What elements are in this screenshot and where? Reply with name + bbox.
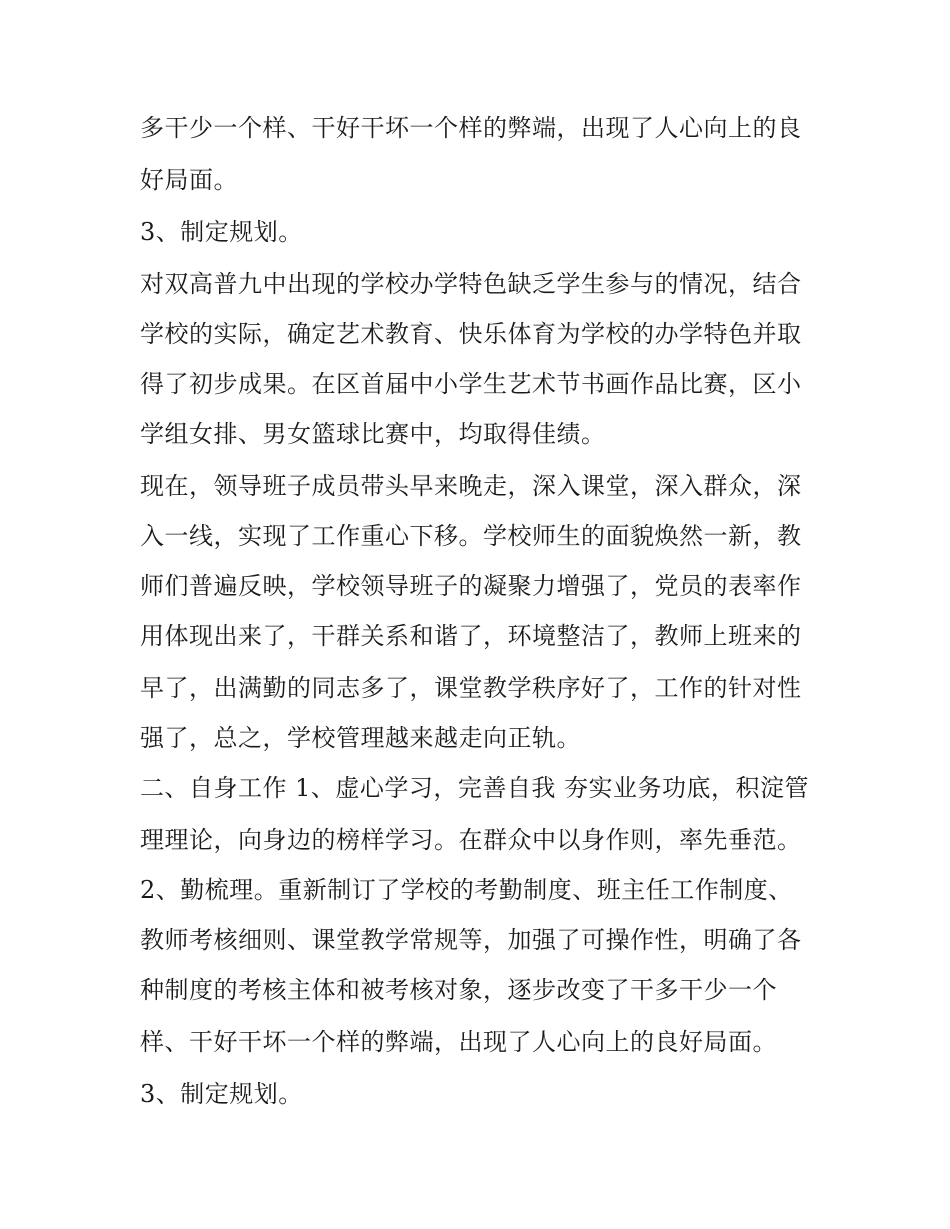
text-line: 对双高普九中出现的学校办学特色缺乏学生参与的情况，结合 (140, 270, 802, 298)
text-line: 师们普遍反映，学校领导班子的凝聚力增强了，党员的表率作 (140, 572, 802, 600)
text-line: 用体现出来了，干群关系和谐了，环境整洁了，教师上班来的 (140, 622, 802, 650)
text-line: 教师考核细则、课堂教学常规等，加强了可操作性，明确了各 (140, 926, 802, 954)
text-line: 种制度的考核主体和被考核对象，逐步改变了干多干少一个 (140, 976, 777, 1004)
text-line: 3、制定规划。 (140, 1080, 303, 1108)
text-line: 理理论，向身边的榜样学习。在群众中以身作则，率先垂范。 (140, 826, 802, 854)
text-line: 现在，领导班子成员带头早来晚走，深入课堂，深入群众，深 (140, 472, 802, 500)
text-line: 样、干好干坏一个样的弊端，出现了人心向上的良好局面。 (140, 1028, 777, 1056)
text-line: 入一线，实现了工作重心下移。学校师生的面貌焕然一新，教 (140, 522, 802, 550)
text-line: 3、制定规划。 (140, 218, 303, 246)
text-line: 2、勤梳理。重新制订了学校的考勤制度、班主任工作制度、 (140, 876, 793, 904)
text-line: 得了初步成果。在区首届中小学生艺术节书画作品比赛，区小 (140, 370, 802, 398)
text-line: 二、自身工作 1、虚心学习，完善自我 夯实业务功底，积淀管 (140, 774, 810, 802)
text-line: 学校的实际，确定艺术教育、快乐体育为学校的办学特色并取 (140, 320, 802, 348)
text-line: 好局面。 (140, 166, 238, 194)
text-line: 强了，总之，学校管理越来越走向正轨。 (140, 724, 581, 752)
text-line: 早了，出满勤的同志多了，课堂教学秩序好了，工作的针对性 (140, 674, 802, 702)
text-line: 多干少一个样、干好干坏一个样的弊端，出现了人心向上的良 (140, 114, 802, 142)
text-line: 学组女排、男女篮球比赛中，均取得佳绩。 (140, 420, 606, 448)
